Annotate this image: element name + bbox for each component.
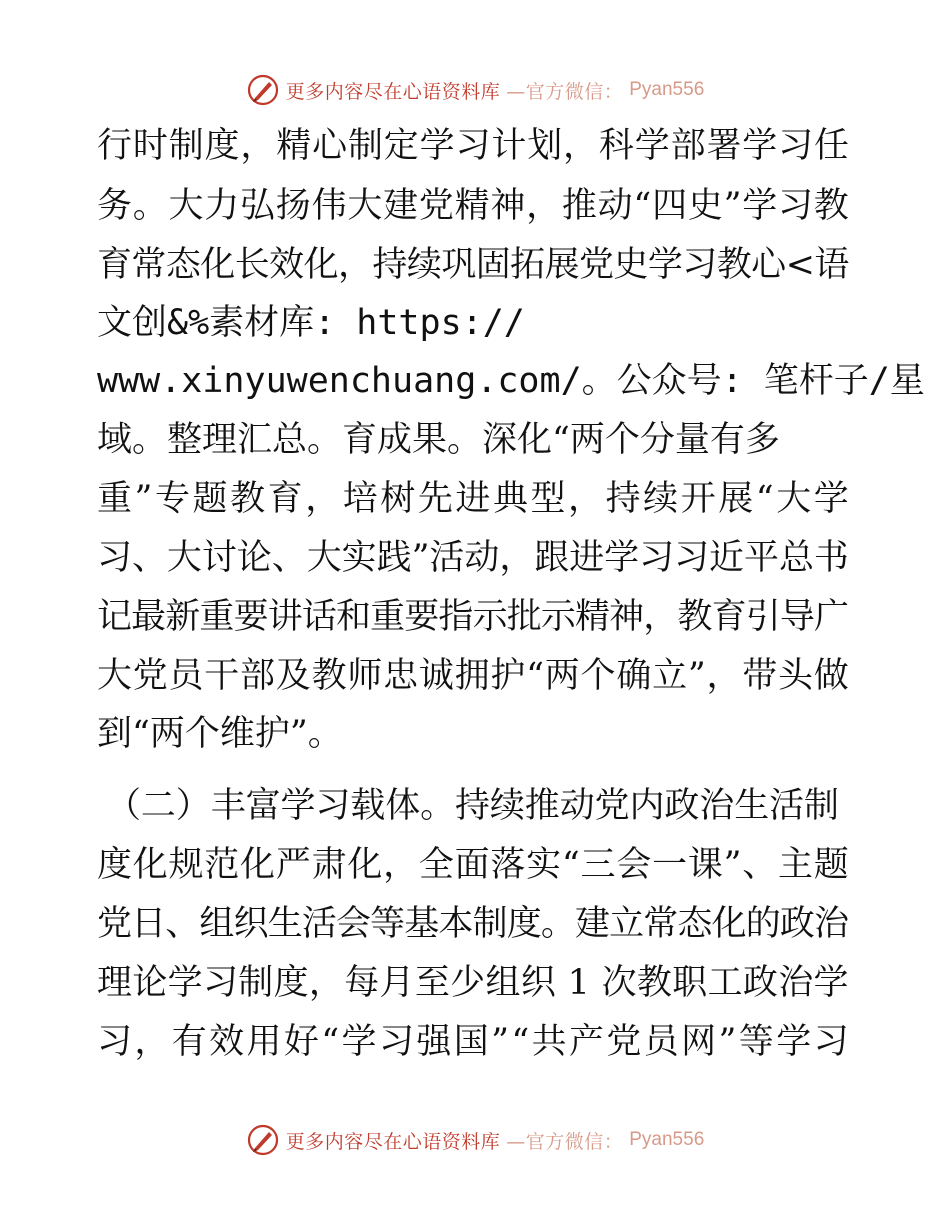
watermark-dash: —官方微信：: [506, 1130, 624, 1153]
pen-logo-icon: [246, 1123, 280, 1157]
section-heading-line: （二）丰富学习载体。持续推动党内政治生活制: [106, 786, 839, 826]
body-line-10: 大党员干部及教师忠诚拥护“两个确立”，带头做: [97, 656, 850, 696]
body-line-1: 行时制度，精心制定学习计划，科学部署学习任: [97, 126, 850, 166]
body-line-9: 记最新重要讲话和重要指示批示精神，教育引导广: [97, 597, 849, 637]
footer-watermark: [0, 1122, 950, 1158]
body-line-11: 到“两个维护”。: [97, 714, 343, 754]
header-watermark: [0, 72, 950, 108]
body-line-7: 重”专题教育，培树先进典型，持续开展“大学: [97, 479, 852, 519]
body-line-5: www.xinyuwenchuang.com/。公众号: 笔杆子/星: [97, 361, 925, 401]
body-line-2: 务。大力弘扬伟大建党精神，推动“四史”学习教: [97, 186, 850, 226]
watermark-text: 更多内容尽在心语资料库: [285, 80, 501, 103]
body-line-4: 文创&%素材库: https://: [97, 303, 525, 343]
body-line-13: 度化规范化严肃化，全面落实“三会一课”、主题: [97, 845, 850, 885]
watermark-account: Pyan556: [629, 1129, 705, 1150]
pen-logo-icon: [246, 73, 280, 107]
body-line-6: 域。整理汇总。育成果。深化“两个分量有多: [97, 420, 780, 460]
watermark-account: Pyan556: [629, 79, 705, 100]
body-line-16: 习，有效用好“学习强国”“共产党员网”等学习: [97, 1022, 851, 1062]
watermark-text: 更多内容尽在心语资料库: [285, 1130, 501, 1153]
body-line-15: 理论学习制度，每月至少组织 1 次教职工政治学: [97, 963, 849, 1003]
watermark-dash: —官方微信：: [506, 80, 624, 103]
body-line-8: 习、大讨论、大实践”活动，跟进学习习近平总书: [97, 538, 849, 578]
body-line-14: 党日、组织生活会等基本制度。建立常态化的政治: [97, 904, 849, 944]
body-line-3: 育常态化长效化，持续巩固拓展党史学习教心<语: [97, 245, 849, 285]
